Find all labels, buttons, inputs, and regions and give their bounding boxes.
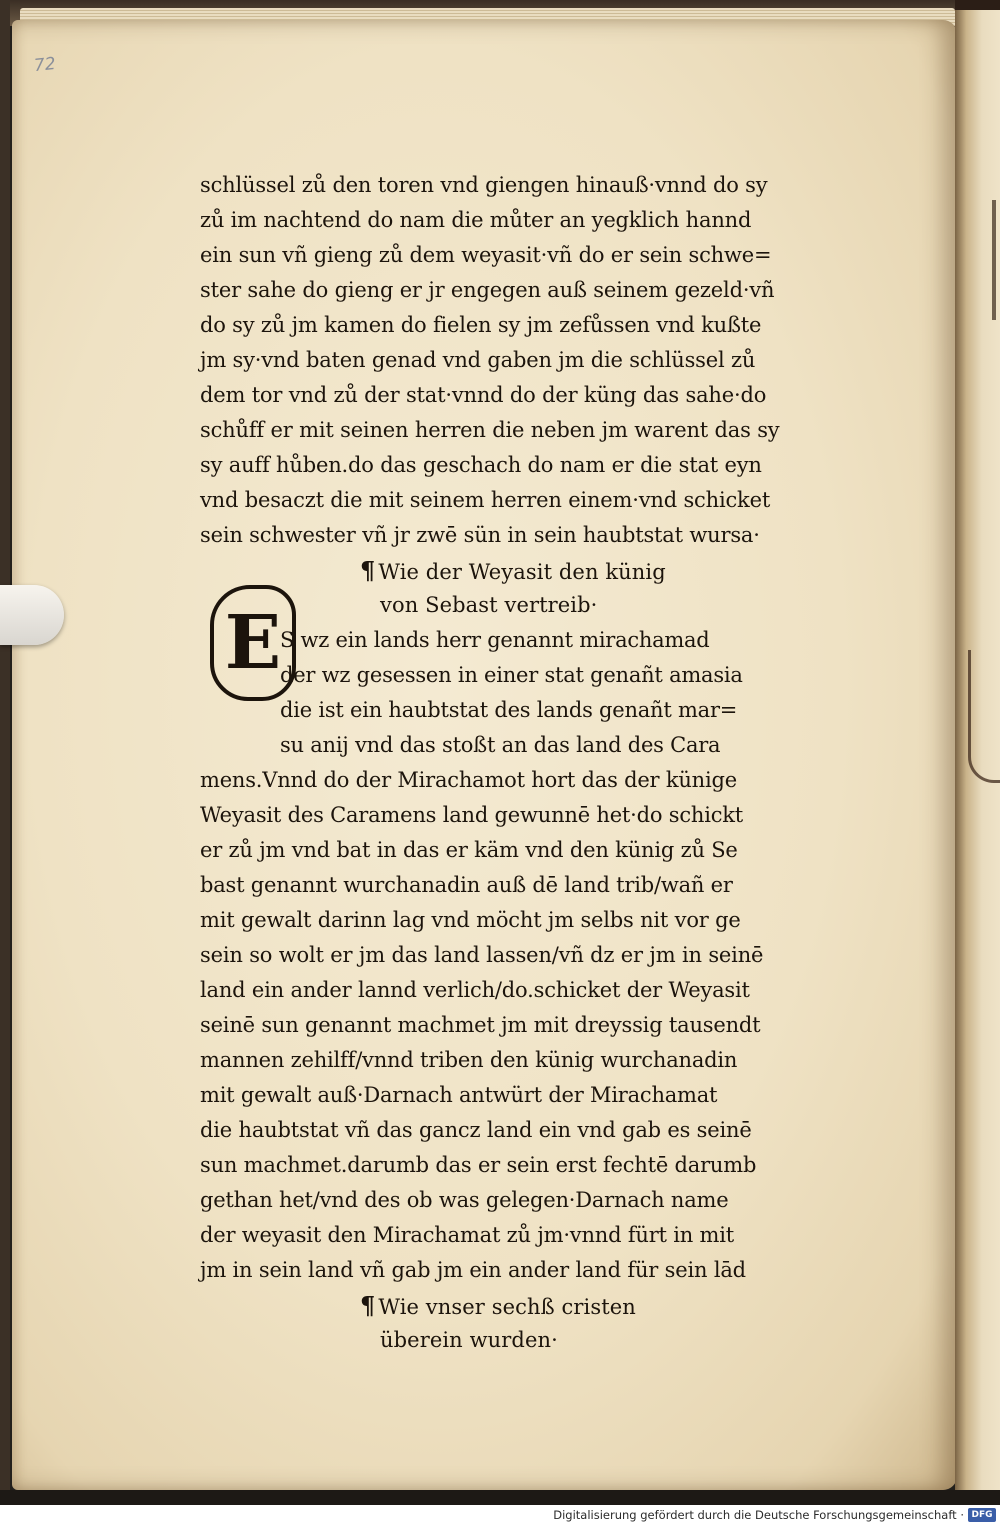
- facing-page-rule: [992, 200, 996, 320]
- chapter-heading-2-text: Wie vnser sechß cristen: [378, 1295, 636, 1319]
- chapter-heading-2: [200, 1288, 870, 1323]
- footer-credit: Digitalisierung gefördert durch die Deutsche Forschungsgemeinschaft ·: [553, 1508, 964, 1522]
- text-line: land ein ander lannd verlich/do.schicket der Weyasit: [200, 978, 750, 1002]
- chapter-heading-1-text: Wie der Weyasit den künig: [378, 560, 666, 584]
- text-line: zů im nachtend do nam die můter an yegklich hannd: [200, 208, 752, 232]
- text-line: mit gewalt auß·Darnach antwürt der Mirachamat: [200, 1083, 718, 1107]
- text-line: vnd besaczt die mit seinem herren einem·vnd schicket: [200, 488, 771, 512]
- pilcrow-icon: ¶: [360, 556, 376, 585]
- chapter-heading-2-line-2: überein wurden·: [380, 1328, 558, 1352]
- text-line: ein sun vñ gieng zů dem weyasit·vñ do er sein schwe=: [200, 243, 772, 267]
- text-line: ster sahe do gieng er jr engegen auß seinem gezeld·vñ: [200, 278, 775, 302]
- decorated-initial: E: [210, 585, 296, 701]
- text-line: dem tor vnd zů der stat·vnnd do der küng das sahe·do: [200, 383, 767, 407]
- text-line: do sy zů jm kamen do fielen sy jm zefůssen vnd kußte: [200, 313, 762, 337]
- text-line: jm sy·vnd baten genad vnd gaben jm die schlüssel zů: [200, 348, 756, 372]
- book-cover-bottom: [0, 1490, 1000, 1505]
- text-line: schlüssel zů den toren vnd giengen hinauß·vnnd do sy: [200, 173, 768, 197]
- book-cover-left: [0, 0, 10, 1505]
- text-line: schůff er mit seinen herren die neben jm warent das sy: [200, 418, 780, 442]
- text-line: die ist ein haubtstat des lands genañt mar=: [280, 698, 738, 722]
- text-line: jm in sein land vñ gab jm ein ander land für sein lād: [200, 1258, 746, 1282]
- text-block: [200, 168, 870, 1358]
- text-line: mens.Vnnd do der Mirachamot hort das der künige: [200, 768, 737, 792]
- chapter-heading-1: [200, 553, 870, 588]
- text-line: sy auff hůben.do das geschach do nam er die stat eyn: [200, 453, 762, 477]
- text-line: sein so wolt er jm das land lassen/vñ dz er jm in seinē: [200, 943, 764, 967]
- dfg-logo-icon: DFG: [968, 1508, 996, 1522]
- chapter-heading-1-line-2: von Sebast vertreib·: [380, 593, 598, 617]
- text-line: seinē sun genannt machmet jm mit dreyssig tausendt: [200, 1013, 761, 1037]
- paragraph-2: [200, 623, 870, 1288]
- page-clip: [0, 585, 64, 645]
- text-line: mannen zehilff/vnnd triben den künig wurchanadin: [200, 1048, 738, 1072]
- paragraph-1: [200, 168, 870, 553]
- text-line: mit gewalt darinn lag vnd möcht jm selbs nit vor ge: [200, 908, 741, 932]
- text-line: die haubtstat vñ das gancz land ein vnd gab es seinē: [200, 1118, 752, 1142]
- text-line: der weyasit den Mirachamat zů jm·vnnd fürt in mit: [200, 1223, 735, 1247]
- facing-page-initial-fragment: [968, 650, 1000, 783]
- folio-number: 72: [33, 53, 57, 77]
- text-line: gethan het/vnd des ob was gelegen·Darnach name: [200, 1188, 729, 1212]
- text-line: bast genannt wurchanadin auß dē land trib/wañ er: [200, 873, 733, 897]
- text-line: S wz ein lands herr genannt mirachamad: [280, 628, 710, 652]
- text-line: Weyasit des Caramens land gewunnē het·do schickt: [200, 803, 744, 827]
- text-line: sein schwester vñ jr zwē sün in sein haubtstat wursa·: [200, 523, 760, 547]
- text-line: su anij vnd das stoßt an das land des Cara: [280, 733, 721, 757]
- text-line: sun machmet.darumb das er sein erst fechtē darumb: [200, 1153, 757, 1177]
- pilcrow-icon: ¶: [360, 1291, 376, 1320]
- text-line: der wz gesessen in einer stat genañt amasia: [280, 663, 743, 687]
- text-line: er zů jm vnd bat in das er käm vnd den künig zů Se: [200, 838, 738, 862]
